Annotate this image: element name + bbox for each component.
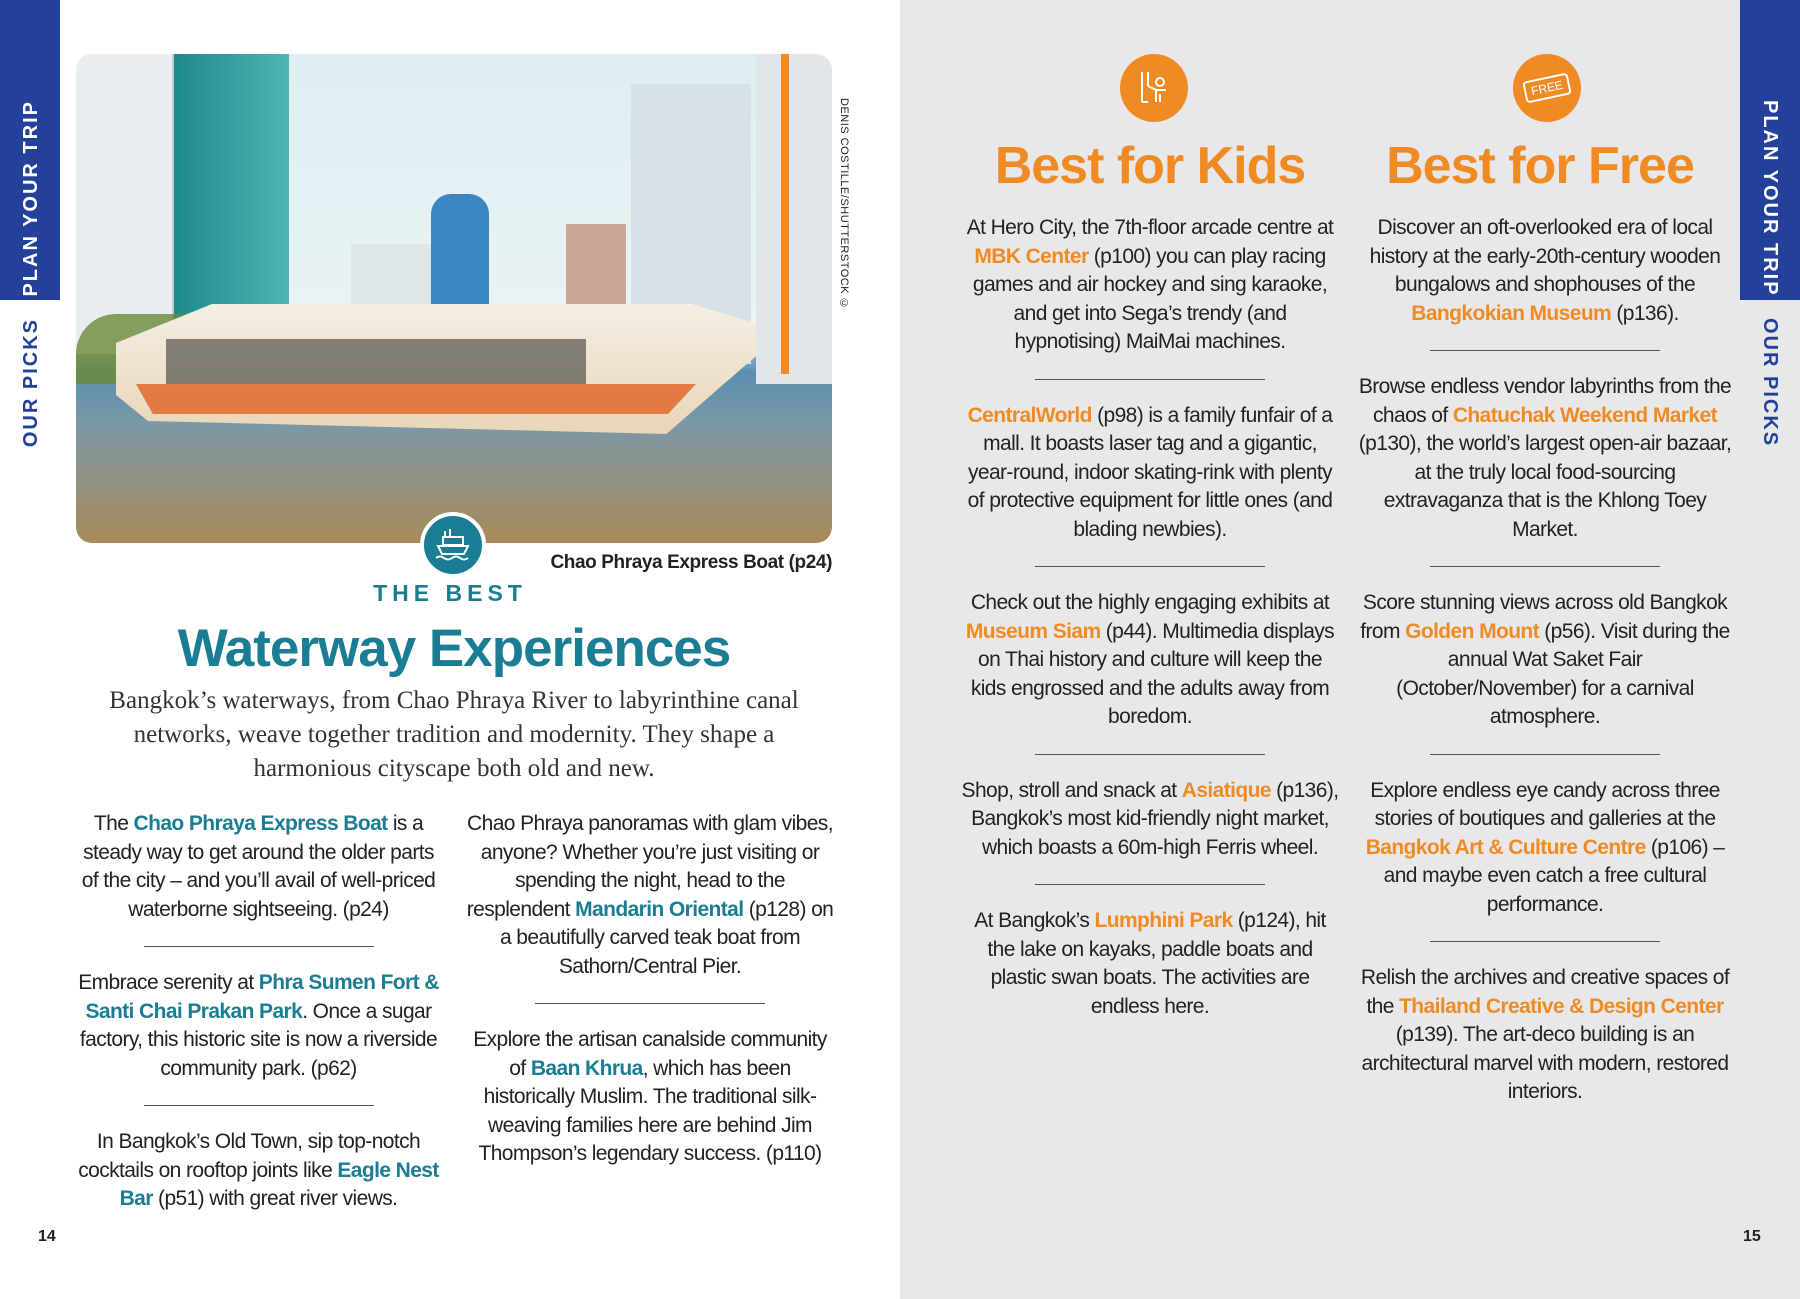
- divider: [144, 946, 374, 947]
- free-title: Best for Free: [1386, 137, 1694, 195]
- boat-icon: [420, 512, 486, 578]
- divider: [1035, 884, 1265, 885]
- place-link: Asiatique: [1181, 778, 1271, 802]
- item-text: Embrace serenity at: [78, 971, 259, 994]
- left-column: [76, 810, 441, 1236]
- item-text: The: [93, 812, 134, 835]
- list-item: [1355, 373, 1735, 544]
- item-text: At Bangkok’s: [974, 909, 1095, 932]
- place-link: Chatuchak Weekend Market: [1452, 403, 1717, 427]
- page-title: Waterway Experiences: [177, 619, 731, 678]
- item-text: Relish the archives and creative spaces of the: [1360, 966, 1730, 1018]
- divider: [1430, 350, 1660, 351]
- item-text: Check out the highly engaging exhibits at: [970, 591, 1330, 614]
- divider: [144, 1105, 374, 1106]
- item-text: In Bangkok’s Old Town, sip top-notch cocktails on rooftop joints like: [78, 1130, 421, 1182]
- item-text: (p100) you can play racing games and air hockey and sing karaoke, and get into Sega’s trendy (and hypnotising) MaiMai machines.: [972, 244, 1328, 353]
- free-list: [1355, 214, 1735, 1129]
- free-ticket-icon: [1513, 54, 1581, 122]
- item-text: Explore endless eye candy across three stories of boutiques and galleries at the: [1370, 778, 1720, 830]
- kids-list: [960, 214, 1340, 1043]
- item-text: , which has been historically Muslim. The traditional silk-weaving families here are behind Jim Thompson’s legendary success. (p110): [478, 1056, 822, 1165]
- divider: [1035, 566, 1265, 567]
- place-link: Mandarin Oriental: [575, 897, 744, 921]
- item-text: (p106) – and maybe even catch a free cultural performance.: [1383, 835, 1725, 916]
- item-text: . Once a sugar factory, this historic site is now a riverside community park. (p62): [79, 999, 438, 1080]
- place-link: Chao Phraya Express Boat: [133, 812, 388, 835]
- list-item: [465, 810, 835, 981]
- divider: [535, 1003, 765, 1004]
- item-text: Discover an oft-overlooked era of local history at the early-20th-century wooden bungalows and shophouses of the: [1369, 216, 1721, 296]
- place-link: Baan Khrua: [530, 1056, 643, 1080]
- page-number: 14: [38, 1228, 56, 1245]
- divider: [1035, 379, 1265, 380]
- place-link: Thailand Creative & Design Center: [1399, 994, 1724, 1018]
- divider: [1430, 566, 1660, 567]
- item-text: (p130), the world’s largest open-air bazaar, at the truly local food-sourcing extravaganza that is the Khlong Toey Market.: [1358, 432, 1732, 541]
- right-column: [465, 810, 835, 1191]
- item-text: (p51) with great river views.: [152, 1187, 398, 1210]
- place-link: Museum Siam: [965, 619, 1101, 643]
- divider: [1430, 754, 1660, 755]
- item-text: (p136).: [1611, 301, 1679, 325]
- item-text: (p128) on a beautifully carved teak boat from Sathorn/Central Pier.: [499, 897, 834, 978]
- section-tab-label: PLAN YOUR TRIP: [20, 100, 42, 297]
- page-number: 15: [1743, 1228, 1761, 1245]
- item-text: Browse endless vendor labyrinths from the chaos of: [1358, 375, 1732, 427]
- place-link: CentralWorld: [967, 403, 1092, 427]
- item-text: (p124), hit the lake on kayaks, paddle boats and plastic swan boats. The activities are endless here.: [987, 909, 1326, 1018]
- place-link: Phra Sumen Fort & Santi Chai Prakan Park: [85, 971, 439, 1023]
- list-item: [76, 1128, 441, 1214]
- place-link: Lumphini Park: [1094, 909, 1233, 932]
- divider: [1035, 754, 1265, 755]
- list-item: [465, 1026, 835, 1169]
- list-item: [1355, 589, 1735, 732]
- item-text: Shop, stroll and snack at: [961, 778, 1182, 802]
- kids-title: Best for Kids: [994, 137, 1306, 195]
- photo-credit: DENIS COSTILLE/SHUTTERSTOCK ©: [838, 98, 850, 311]
- divider: [1430, 941, 1660, 942]
- place-link: MBK Center: [974, 244, 1089, 268]
- intro-text: Bangkok’s waterways, from Chao Phraya River to labyrinthine canal networks, weave together tradition and modernity. They shape a harmonious cityscape both old and new.: [109, 687, 799, 782]
- list-item: [1355, 214, 1735, 328]
- child-swing-icon: [1120, 54, 1188, 122]
- subsection-tab-label: OUR PICKS: [20, 318, 42, 448]
- item-text: At Hero City, the 7th-floor arcade centre at: [966, 216, 1334, 239]
- item-text: (p139). The art-deco building is an architectural marvel with modern, restored interiors.: [1361, 1023, 1729, 1103]
- list-item: [960, 777, 1340, 863]
- place-link: Bangkokian Museum: [1411, 301, 1612, 325]
- list-item: [1355, 964, 1735, 1107]
- subsection-tab-label: OUR PICKS: [1759, 318, 1781, 448]
- boat-photo: [76, 54, 832, 543]
- kicker: THE BEST: [373, 580, 527, 606]
- list-item: [960, 402, 1340, 545]
- list-item: [960, 214, 1340, 357]
- photo-caption: Chao Phraya Express Boat (p24): [550, 552, 832, 573]
- item-text: (p44). Multimedia displays on Thai history and culture will keep the kids engrossed and the adults away from boredom.: [970, 619, 1335, 728]
- list-item: [1355, 777, 1735, 920]
- place-link: Eagle Nest Bar: [119, 1158, 439, 1210]
- list-item: [960, 589, 1340, 732]
- item-text: is a steady way to get around the older parts of the city – and you’ll avail of well-priced waterborne sightseeing. (p24): [81, 812, 436, 921]
- item-text: Explore the artisan canalside community of: [473, 1028, 827, 1080]
- right-page: [900, 0, 1800, 1299]
- list-item: [76, 810, 441, 924]
- list-item: [960, 907, 1340, 1021]
- item-text: Chao Phraya panoramas with glam vibes, anyone? Whether you’re just visiting or spending the night, head to the resplendent: [466, 812, 833, 921]
- section-tab-label: PLAN YOUR TRIP: [1759, 100, 1781, 297]
- item-text: (p98) is a family funfair of a mall. It boasts laser tag and a gigantic, year-round, indoor skating-rink with plenty of protective equipment for little ones (and blading newbies).: [967, 403, 1333, 541]
- list-item: [76, 969, 441, 1083]
- free-ticket-label: FREE: [1522, 72, 1572, 103]
- item-text: (p136), Bangkok’s most kid-friendly night market, which boasts a 60m-high Ferris wheel.: [971, 778, 1339, 859]
- place-link: Golden Mount: [1405, 619, 1540, 643]
- item-text: (p56). Visit during the annual Wat Saket Fair (October/November) for a carnival atmosphere.: [1396, 619, 1730, 728]
- item-text: Score stunning views across old Bangkok from: [1360, 591, 1728, 643]
- place-link: Bangkok Art & Culture Centre: [1365, 835, 1646, 859]
